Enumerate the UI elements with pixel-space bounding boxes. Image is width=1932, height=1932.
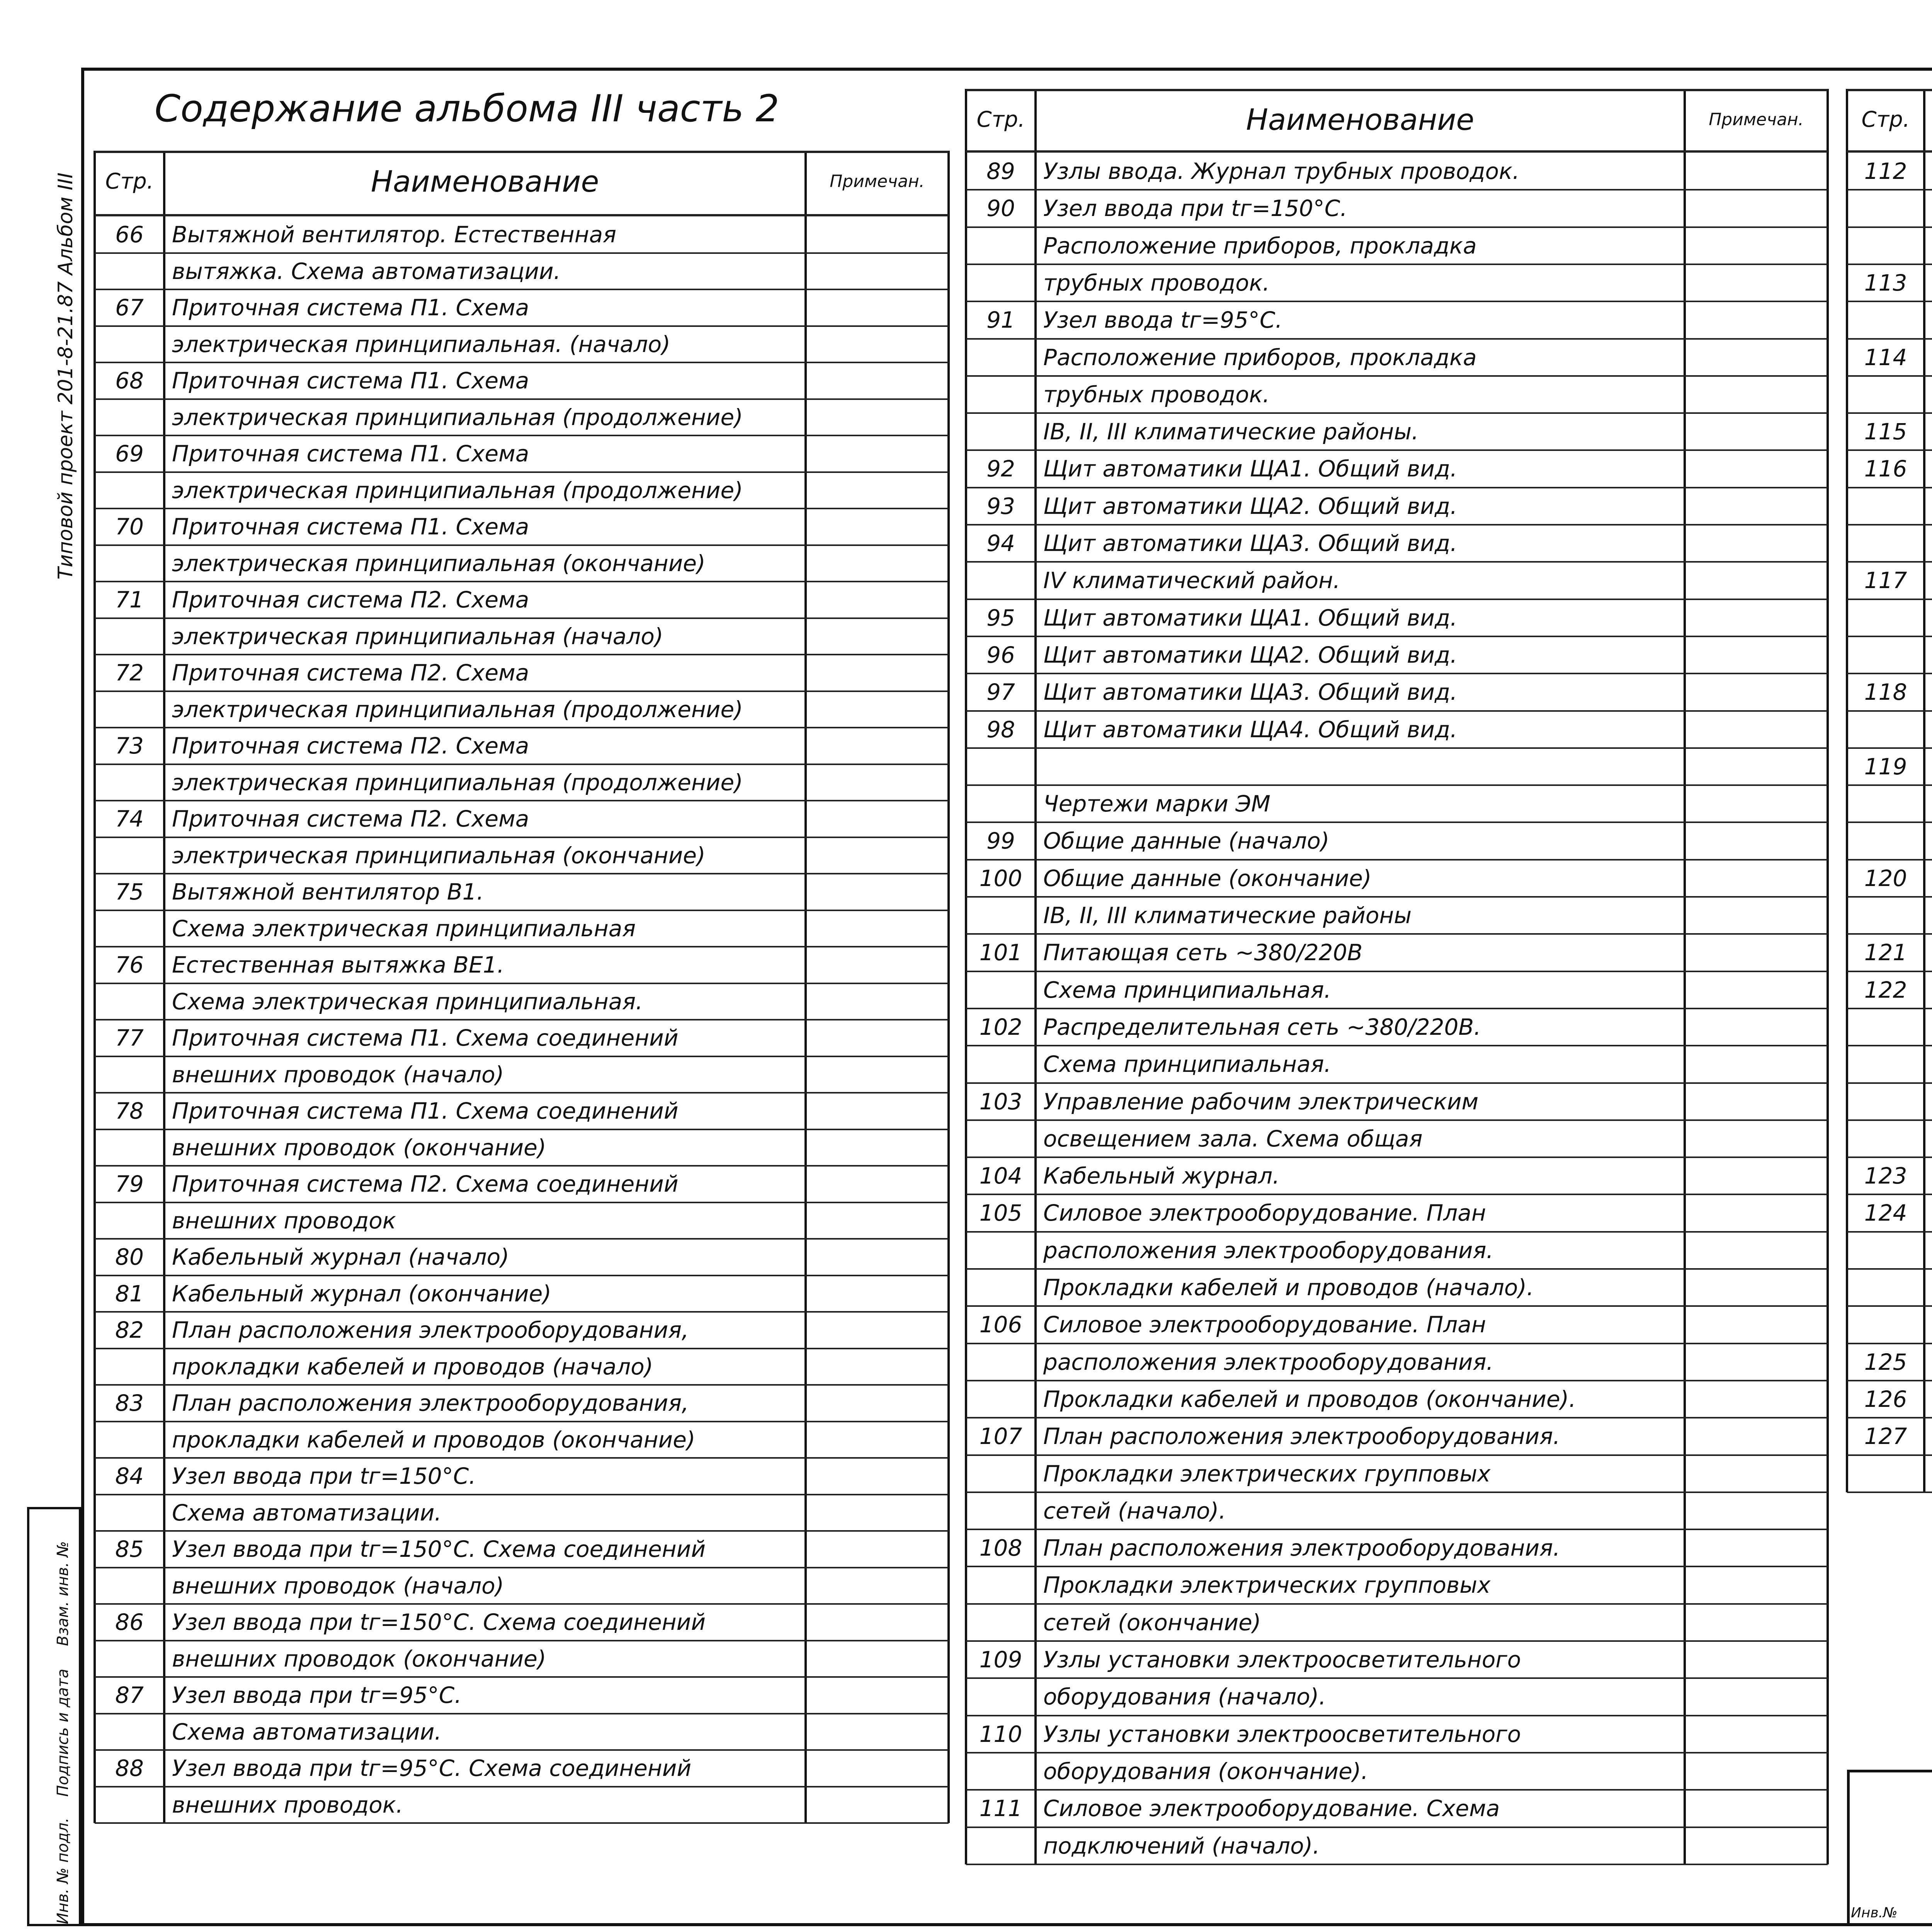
row-title: Расположение приборов, прокладка bbox=[1043, 232, 1477, 259]
row-number: 67 bbox=[115, 294, 144, 321]
row-number: 126 bbox=[1864, 1386, 1907, 1412]
row-number: 83 bbox=[115, 1390, 144, 1416]
row-number: 102 bbox=[979, 1014, 1022, 1040]
column-rule bbox=[1827, 89, 1829, 1864]
row-title: Приточная система П2. Схема bbox=[172, 587, 529, 613]
row-title: Приточная система П2. Схема bbox=[172, 733, 529, 759]
row-title: План расположения электрооборудования, bbox=[172, 1390, 689, 1416]
row-number bbox=[966, 897, 1036, 934]
row-title: IВ, II, III климатические районы bbox=[1043, 902, 1412, 929]
row-number: 93 bbox=[986, 493, 1015, 519]
row-title: трубных проводок. bbox=[1043, 381, 1270, 408]
row-number: 78 bbox=[115, 1098, 144, 1124]
row-title: Узел ввода при tг=150°С. bbox=[172, 1463, 476, 1489]
header-top-rule bbox=[1847, 89, 1932, 91]
row-title: Схема электрическая принципиальная bbox=[172, 915, 636, 942]
row-title: Приточная система П2. Схема bbox=[172, 806, 529, 832]
row-title: Приточная система П1. Схема bbox=[172, 440, 529, 467]
row-number: 96 bbox=[986, 641, 1015, 668]
row-title: Узел ввода tг=95°С. bbox=[1043, 307, 1282, 333]
row-title: Щит автоматики ЩА1. Общий вид. bbox=[1043, 604, 1458, 631]
row-number bbox=[1847, 525, 1924, 562]
row-title: Кабельный журнал. bbox=[1043, 1163, 1280, 1189]
row-number bbox=[1847, 301, 1924, 338]
row-number bbox=[966, 1492, 1036, 1529]
row-title: План расположения электрооборудования. bbox=[1043, 1535, 1560, 1561]
row-title: Щит автоматики ЩА1. Общий вид. bbox=[1043, 456, 1458, 482]
row-number bbox=[1847, 488, 1924, 525]
row-number bbox=[966, 1344, 1036, 1381]
row-number bbox=[1847, 1269, 1924, 1306]
row-number: 116 bbox=[1864, 456, 1907, 482]
row-number: 105 bbox=[979, 1200, 1022, 1226]
row-title: подключений (начало). bbox=[1043, 1832, 1320, 1859]
row-number bbox=[1847, 599, 1924, 636]
row-number: 112 bbox=[1864, 158, 1907, 184]
row-number: 66 bbox=[115, 221, 144, 248]
row-title: Узел ввода при tг=150°С. Схема соединений bbox=[172, 1609, 706, 1635]
row-number bbox=[966, 339, 1036, 376]
stamp-sign-label: Подпись и дата bbox=[54, 1668, 72, 1797]
column-rule bbox=[1684, 89, 1686, 1864]
row-number bbox=[1847, 1232, 1924, 1269]
row-title: внешних проводок. bbox=[172, 1791, 403, 1818]
row-title: Узел ввода при tг=95°С. Схема соединений bbox=[172, 1755, 692, 1781]
row-number: 82 bbox=[115, 1317, 144, 1343]
row-number bbox=[966, 785, 1036, 822]
row-number bbox=[966, 1827, 1036, 1864]
row-number bbox=[966, 1455, 1036, 1492]
row-title: Схема автоматизации. bbox=[172, 1499, 442, 1526]
row-title: электрическая принципиальная (продолжение) bbox=[172, 477, 743, 503]
row-number bbox=[1847, 822, 1924, 859]
row-title: Щит автоматики ЩА3. Общий вид. bbox=[1043, 679, 1458, 706]
row-title: Кабельный журнал (начало) bbox=[172, 1244, 509, 1270]
row-title: освещением зала. Схема общая bbox=[1043, 1125, 1423, 1152]
row-number bbox=[1847, 711, 1924, 748]
row-number bbox=[1847, 636, 1924, 673]
row-title: Щит автоматики ЩА3. Общий вид. bbox=[1043, 530, 1458, 556]
row-number bbox=[966, 376, 1036, 413]
header-name: Наименование bbox=[1246, 102, 1475, 137]
row-number: 99 bbox=[986, 828, 1015, 854]
row-number: 118 bbox=[1864, 679, 1907, 706]
row-title: Естественная вытяжка ВЕ1. bbox=[172, 952, 504, 978]
row-title: Схема электрическая принципиальная. bbox=[172, 988, 643, 1015]
row-number: 97 bbox=[986, 679, 1015, 706]
row-number: 86 bbox=[115, 1609, 144, 1635]
row-number: 79 bbox=[115, 1171, 144, 1197]
row-number: 104 bbox=[979, 1163, 1022, 1189]
row-number: 111 bbox=[979, 1795, 1022, 1822]
row-title: Схема автоматизации. bbox=[172, 1718, 442, 1745]
row-number bbox=[1847, 785, 1924, 822]
row-number bbox=[1847, 1120, 1924, 1157]
row-title: План расположения электрооборудования. bbox=[1043, 1423, 1560, 1450]
row-number: 107 bbox=[979, 1423, 1022, 1450]
row-number bbox=[966, 971, 1036, 1009]
row-number: 119 bbox=[1864, 753, 1907, 780]
row-number bbox=[95, 1787, 164, 1823]
title-block-inv: Инв.№ bbox=[1851, 1905, 1898, 1921]
row-number bbox=[966, 264, 1036, 301]
row-number bbox=[966, 1232, 1036, 1269]
row-title: сетей (окончание) bbox=[1043, 1609, 1261, 1636]
row-number bbox=[95, 1568, 164, 1604]
row-number bbox=[95, 1056, 164, 1093]
row-number bbox=[95, 253, 164, 290]
row-number bbox=[1847, 1009, 1924, 1046]
row-title: Приточная система П2. Схема bbox=[172, 660, 529, 686]
row-title: оборудования (начало). bbox=[1043, 1684, 1326, 1710]
row-number bbox=[95, 326, 164, 363]
row-number bbox=[1847, 897, 1924, 934]
row-title: Кабельный журнал (окончание) bbox=[172, 1280, 551, 1307]
row-number: 81 bbox=[115, 1280, 144, 1307]
row-title: План расположения электрооборудования, bbox=[172, 1317, 689, 1343]
title-block bbox=[1847, 1770, 1932, 1926]
row-number bbox=[95, 1495, 164, 1531]
row-number: 75 bbox=[115, 879, 144, 905]
row-number bbox=[966, 1269, 1036, 1306]
stamp-inv-label: Инв. № подл. bbox=[54, 1818, 72, 1924]
row-title: Приточная система П1. Схема соединений bbox=[172, 1025, 679, 1051]
row-number: 106 bbox=[979, 1311, 1022, 1338]
row-number: 77 bbox=[115, 1025, 144, 1051]
row-number bbox=[95, 1202, 164, 1239]
row-number: 87 bbox=[115, 1682, 144, 1708]
row-title: внешних проводок (начало) bbox=[172, 1572, 504, 1599]
album-title: Содержание альбома III часть 2 bbox=[155, 87, 779, 130]
row-title: Щит автоматики ЩА4. Общий вид. bbox=[1043, 716, 1458, 743]
row-title: Прокладки электрических групповых bbox=[1043, 1572, 1491, 1599]
stamp-inv2-label: Взам. инв. № bbox=[54, 1541, 72, 1646]
row-title: внешних проводок (окончание) bbox=[172, 1645, 546, 1672]
row-number bbox=[966, 1046, 1036, 1083]
row-number bbox=[95, 1129, 164, 1166]
row-title: Узел ввода при tг=150°С. bbox=[1043, 195, 1347, 222]
row-number: 74 bbox=[115, 806, 144, 832]
row-number: 68 bbox=[115, 367, 144, 394]
row-title: электрическая принципиальная (начало) bbox=[172, 623, 663, 650]
row-number: 124 bbox=[1864, 1200, 1907, 1226]
row-title: Узлы установки электроосветительного bbox=[1043, 1646, 1521, 1673]
row-title: электрическая принципиальная (продолжение) bbox=[172, 404, 743, 430]
row-title: внешних проводок (окончание) bbox=[172, 1134, 546, 1161]
row-number bbox=[1847, 1083, 1924, 1120]
row-title: расположения электрооборудования. bbox=[1043, 1349, 1493, 1375]
row-title: Общие данные (начало) bbox=[1043, 828, 1330, 854]
row-title: Силовое электрооборудование. Схема bbox=[1043, 1795, 1500, 1822]
row-number bbox=[1847, 1046, 1924, 1083]
row-number: 72 bbox=[115, 660, 144, 686]
row-number: 92 bbox=[986, 456, 1015, 482]
row-rule bbox=[1847, 1492, 1932, 1493]
row-number: 88 bbox=[115, 1755, 144, 1781]
row-title: электрическая принципиальная (продолжение) bbox=[172, 769, 743, 796]
row-number bbox=[1847, 1306, 1924, 1343]
header-name: Наименование bbox=[371, 164, 599, 199]
row-number: 98 bbox=[986, 716, 1015, 743]
row-number: 115 bbox=[1864, 418, 1907, 445]
row-number bbox=[966, 227, 1036, 264]
row-number: 103 bbox=[979, 1088, 1022, 1115]
row-number: 95 bbox=[986, 604, 1015, 631]
column-rule bbox=[947, 151, 950, 1823]
row-title: электрическая принципиальная (окончание) bbox=[172, 550, 706, 577]
row-number bbox=[95, 764, 164, 801]
row-number bbox=[966, 413, 1036, 450]
row-number: 125 bbox=[1864, 1349, 1907, 1375]
row-rule bbox=[95, 1822, 949, 1824]
row-number bbox=[1847, 190, 1924, 227]
row-title: Узел ввода при tг=95°С. bbox=[172, 1682, 462, 1708]
row-number: 110 bbox=[979, 1721, 1022, 1747]
row-title: Щит автоматики ЩА2. Общий вид. bbox=[1043, 493, 1458, 519]
row-number bbox=[95, 983, 164, 1020]
row-title: трубных проводок. bbox=[1043, 269, 1270, 296]
row-title: Вытяжной вентилятор. Естественная bbox=[172, 221, 617, 248]
row-title bbox=[1043, 748, 1681, 785]
row-title: Щит автоматики ЩА2. Общий вид. bbox=[1043, 641, 1458, 668]
row-number: 89 bbox=[986, 158, 1015, 184]
row-title: Узлы установки электроосветительного bbox=[1043, 1721, 1521, 1747]
row-number bbox=[1847, 1455, 1924, 1492]
header-num: Стр. bbox=[1861, 107, 1910, 132]
row-title: Прокладки кабелей и проводов (начало). bbox=[1043, 1274, 1534, 1301]
row-title: Общие данные (окончание) bbox=[1043, 865, 1372, 891]
header-note: Примечан. bbox=[830, 172, 925, 191]
row-title: Вытяжной вентилятор В1. bbox=[172, 879, 484, 905]
row-title: внешних проводок bbox=[172, 1207, 396, 1234]
row-number bbox=[966, 562, 1036, 599]
row-title: Приточная система П1. Схема bbox=[172, 294, 529, 321]
row-number bbox=[966, 1604, 1036, 1641]
row-number: 127 bbox=[1864, 1423, 1907, 1450]
row-number: 70 bbox=[115, 514, 144, 540]
row-title: IV климатический район. bbox=[1043, 567, 1340, 594]
row-number bbox=[95, 472, 164, 509]
header-num: Стр. bbox=[105, 169, 154, 194]
row-number: 76 bbox=[115, 952, 144, 978]
row-number bbox=[966, 1381, 1036, 1418]
row-title: Чертежи марки ЭМ bbox=[1043, 791, 1270, 817]
row-number: 120 bbox=[1864, 865, 1907, 891]
row-title: IВ, II, III климатические районы. bbox=[1043, 418, 1419, 445]
project-side-label: Типовой проект 201-8-21.87 Альбом III bbox=[54, 172, 77, 580]
row-number bbox=[95, 1422, 164, 1458]
row-title: электрическая принципиальная (окончание) bbox=[172, 842, 706, 869]
row-number: 85 bbox=[115, 1536, 144, 1562]
row-number: 94 bbox=[986, 530, 1015, 556]
row-number bbox=[1847, 227, 1924, 264]
row-title: прокладки кабелей и проводов (начало) bbox=[172, 1353, 653, 1380]
row-title: Прокладки кабелей и проводов (окончание). bbox=[1043, 1386, 1576, 1412]
row-number bbox=[95, 1349, 164, 1385]
row-number bbox=[95, 618, 164, 655]
row-title: Узел ввода при tг=150°С. Схема соединений bbox=[172, 1536, 706, 1562]
row-number: 80 bbox=[115, 1244, 144, 1270]
row-title: оборудования (окончание). bbox=[1043, 1758, 1368, 1784]
row-number: 121 bbox=[1864, 939, 1907, 966]
row-title: сетей (начало). bbox=[1043, 1497, 1226, 1524]
row-title: Питающая сеть ~380/220В bbox=[1043, 939, 1363, 966]
row-number: 100 bbox=[979, 865, 1022, 891]
row-rule bbox=[966, 1864, 1828, 1865]
row-number bbox=[95, 545, 164, 582]
side-stamp-box bbox=[27, 1507, 81, 1926]
row-title: Расположение приборов, прокладка bbox=[1043, 344, 1477, 371]
row-number bbox=[966, 748, 1036, 785]
row-number: 108 bbox=[979, 1535, 1022, 1561]
row-number bbox=[1847, 376, 1924, 413]
row-title: Силовое электрооборудование. План bbox=[1043, 1311, 1486, 1338]
row-number bbox=[966, 1753, 1036, 1790]
row-number: 122 bbox=[1864, 976, 1907, 1003]
row-number bbox=[966, 1566, 1036, 1604]
row-number: 117 bbox=[1864, 567, 1907, 594]
row-title: электрическая принципиальная. (начало) bbox=[172, 331, 670, 357]
column-rule bbox=[804, 151, 807, 1823]
row-title: Силовое электрооборудование. План bbox=[1043, 1200, 1486, 1226]
row-title: Приточная система П1. Схема соединений bbox=[172, 1098, 679, 1124]
row-number: 114 bbox=[1864, 344, 1907, 371]
row-number bbox=[966, 1678, 1036, 1715]
row-number: 91 bbox=[986, 307, 1015, 333]
row-title: Схема принципиальная. bbox=[1043, 976, 1331, 1003]
row-number bbox=[95, 691, 164, 728]
row-number bbox=[95, 910, 164, 947]
row-title: Управление рабочим электрическим bbox=[1043, 1088, 1479, 1115]
row-number: 73 bbox=[115, 733, 144, 759]
row-number bbox=[95, 1641, 164, 1677]
row-number bbox=[95, 399, 164, 436]
row-title: Схема принципиальная. bbox=[1043, 1051, 1331, 1078]
row-title: Приточная система П2. Схема соединений bbox=[172, 1171, 679, 1197]
header-name bbox=[1924, 89, 1932, 151]
row-title: Узлы ввода. Журнал трубных проводок. bbox=[1043, 158, 1520, 184]
row-title: прокладки кабелей и проводов (окончание) bbox=[172, 1426, 696, 1453]
row-number: 113 bbox=[1864, 269, 1907, 296]
row-number: 84 bbox=[115, 1463, 144, 1489]
row-number bbox=[95, 837, 164, 874]
row-number: 123 bbox=[1864, 1163, 1907, 1189]
header-top-rule bbox=[95, 151, 949, 153]
row-title: Распределительная сеть ~380/220В. bbox=[1043, 1014, 1481, 1040]
row-number bbox=[95, 1714, 164, 1750]
header-num: Стр. bbox=[976, 107, 1025, 132]
row-title: Приточная система П1. Схема bbox=[172, 367, 529, 394]
row-number: 90 bbox=[986, 195, 1015, 222]
row-number: 101 bbox=[979, 939, 1022, 966]
row-title: электрическая принципиальная (продолжение) bbox=[172, 696, 743, 723]
row-number bbox=[966, 1120, 1036, 1157]
row-title: Приточная система П1. Схема bbox=[172, 514, 529, 540]
header-top-rule bbox=[966, 89, 1828, 91]
row-title: расположения электрооборудования. bbox=[1043, 1237, 1493, 1264]
row-number: 71 bbox=[115, 587, 144, 613]
row-title: внешних проводок (начало) bbox=[172, 1061, 504, 1088]
row-number: 109 bbox=[979, 1646, 1022, 1673]
row-number: 69 bbox=[115, 440, 144, 467]
row-title: вытяжка. Схема автоматизации. bbox=[172, 258, 561, 284]
header-note: Примечан. bbox=[1709, 110, 1804, 129]
row-title: Прокладки электрических групповых bbox=[1043, 1460, 1491, 1487]
